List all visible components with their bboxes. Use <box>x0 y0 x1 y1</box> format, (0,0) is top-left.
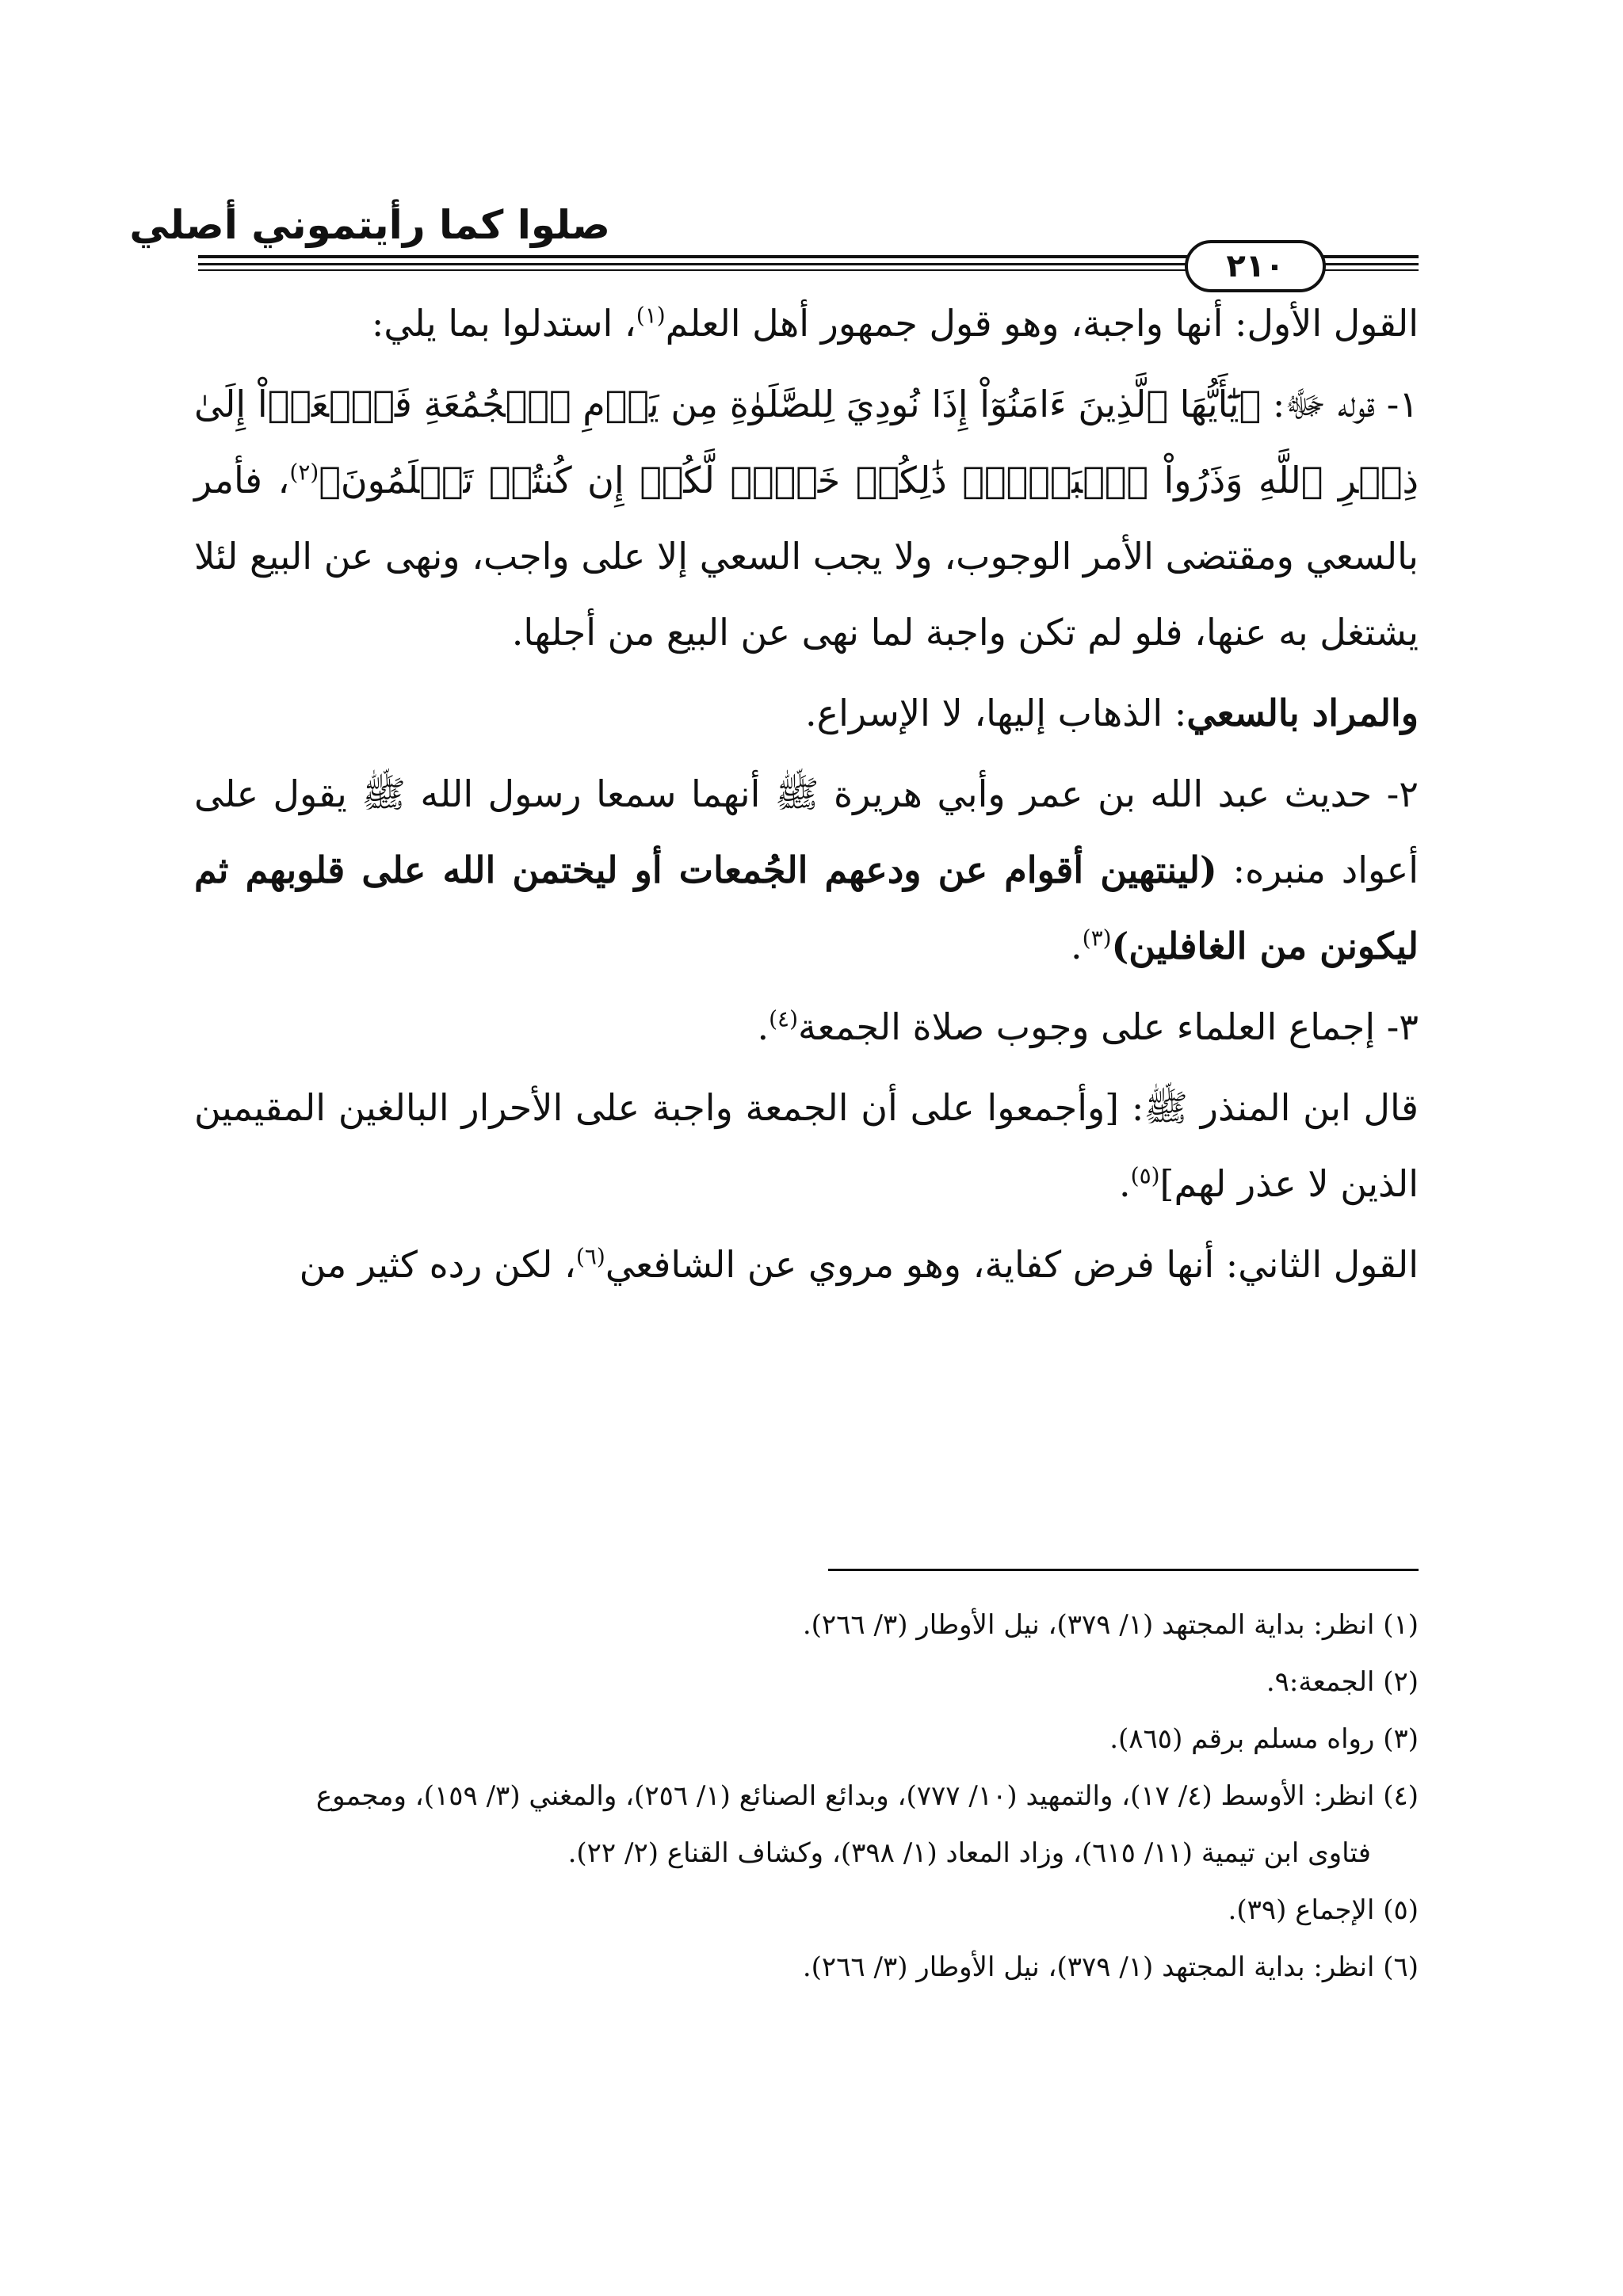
main-text <box>194 285 1419 1307</box>
page-number: ٢١٠ <box>1185 240 1326 292</box>
footnote-continuation: فتاوى ابن تيمية (١١/ ٦١٥)، وزاد المعاد (١/ ٣٩٨)، وكشاف القناع (٢/ ٢٢). <box>567 1837 1371 1869</box>
footnote-ref: (٣) <box>1082 925 1112 952</box>
footnote-ref: (٢) <box>289 459 319 486</box>
footnote: (٤) انظر: الأوسط (٤/ ١٧)، والتمهيد (١٠/ ٧٧٧)، وبدائع الصنائع (١/ ٢٥٦)، والمغني (٣/ ١٥٩)، ومجموع <box>315 1780 1419 1812</box>
quran-verse: ﴿يَٰٓأَيُّهَا ٱلَّذِينَ ءَامَنُوٓاْ إِذَا نُودِيَ لِلصَّلَوٰةِ مِن يَوۡمِ ٱلۡجُمُعَةِ فَٱسۡعَوۡاْ إِلَىٰ ذِكۡرِ ٱللَّهِ وَذَرُواْ ٱلۡبَيۡعَۚ ذَٰلِكُمۡ خَيۡرٞ لَّكُمۡ إِن كُنتُمۡ تَعۡلَمُونَ﴾ <box>194 383 1419 502</box>
paragraph-ibn-almundhir: قال ابن المنذر ﷺ: [وأجمعوا على أن الجمعة واجبة على الأحرار البالغين المقيمين الذين لا عذر لهم]$^{(٥)}$. <box>194 1086 1419 1205</box>
footnote-ref: (١) <box>636 302 666 329</box>
paragraph-second-opinion: القول الثاني: أنها فرض كفاية، وهو مروي عن الشافعي$^{(٦)}$، لكن رده كثير من <box>299 1243 1419 1286</box>
footnotes <box>194 1596 1419 1996</box>
footnote-ref: (٤) <box>769 1005 798 1032</box>
footnote: (٥) الإجماع (٣٩). <box>1228 1894 1419 1926</box>
footnote: (٣) رواه مسلم برقم (٨٦٥). <box>1109 1723 1419 1755</box>
footnote: (٦) انظر: بداية المجتهد (١/ ٣٧٩)، نيل الأوطار (٣/ ٢٦٦). <box>802 1951 1419 1983</box>
hadith-text: (لينتهين أقوام عن ودعهم الجُمعات أو ليختمن الله على قلوبهم ثم ليكونن من الغافلين) <box>194 849 1419 967</box>
footnote-ref: (٥) <box>1130 1162 1160 1189</box>
footnote: (٢) الجمعة:٩. <box>1266 1666 1419 1698</box>
paragraph-evidence-2: ٢- حديث عبد الله بن عمر وأبي هريرة ﷺ أنهما سمعا رسول الله ﷺ يقول على أعواد منبره: (لينتهين أقوام عن ودعهم الجُمعات أو ليختمن الله على قلوبهم ثم ليكونن من الغافلين)$^{(٣)}$. <box>194 772 1419 967</box>
paragraph-first-opinion: القول الأول: أنها واجبة، وهو قول جمهور أهل العلم$^{(١)}$، استدلوا بما يلي: <box>371 302 1419 345</box>
paragraph-evidence-1: ١- قوله ﷻ: ﴿يَٰٓأَيُّهَا ٱلَّذِينَ ءَامَنُوٓاْ إِذَا نُودِيَ لِلصَّلَوٰةِ مِن يَوۡمِ ٱلۡجُمُعَةِ فَٱسۡعَوۡاْ إِلَىٰ ذِكۡرِ ٱللَّهِ وَذَرُواْ ٱلۡبَيۡعَۚ ذَٰلِكُمۡ خَيۡرٞ لَّكُمۡ إِن كُنتُمۡ تَعۡلَمُونَ﴾$^{(٢)}$، فأمر بالسعي ومقتضى الأمر الوجوب، ولا يجب السعي إلا على واجب، ونهى عن البيع لئلا يشتغل به عنها، فلو لم تكن واجبة لما نهى عن البيع من أجلها. <box>194 383 1419 654</box>
paragraph-meaning-of-sai: والمراد بالسعي: الذهاب إليها، لا الإسراع. <box>805 692 1419 734</box>
footnote: (١) انظر: بداية المجتهد (١/ ٣٧٩)، نيل الأوطار (٣/ ٢٦٦). <box>802 1609 1419 1641</box>
running-header-title: صلوا كما رأيتموني أصلي <box>129 202 610 248</box>
footnote-separator <box>828 1569 1419 1571</box>
footnote-ref: (٦) <box>575 1243 605 1270</box>
paragraph-evidence-3: ٣- إجماع العلماء على وجوب صلاة الجمعة$^{(٤)}$. <box>757 1005 1419 1048</box>
